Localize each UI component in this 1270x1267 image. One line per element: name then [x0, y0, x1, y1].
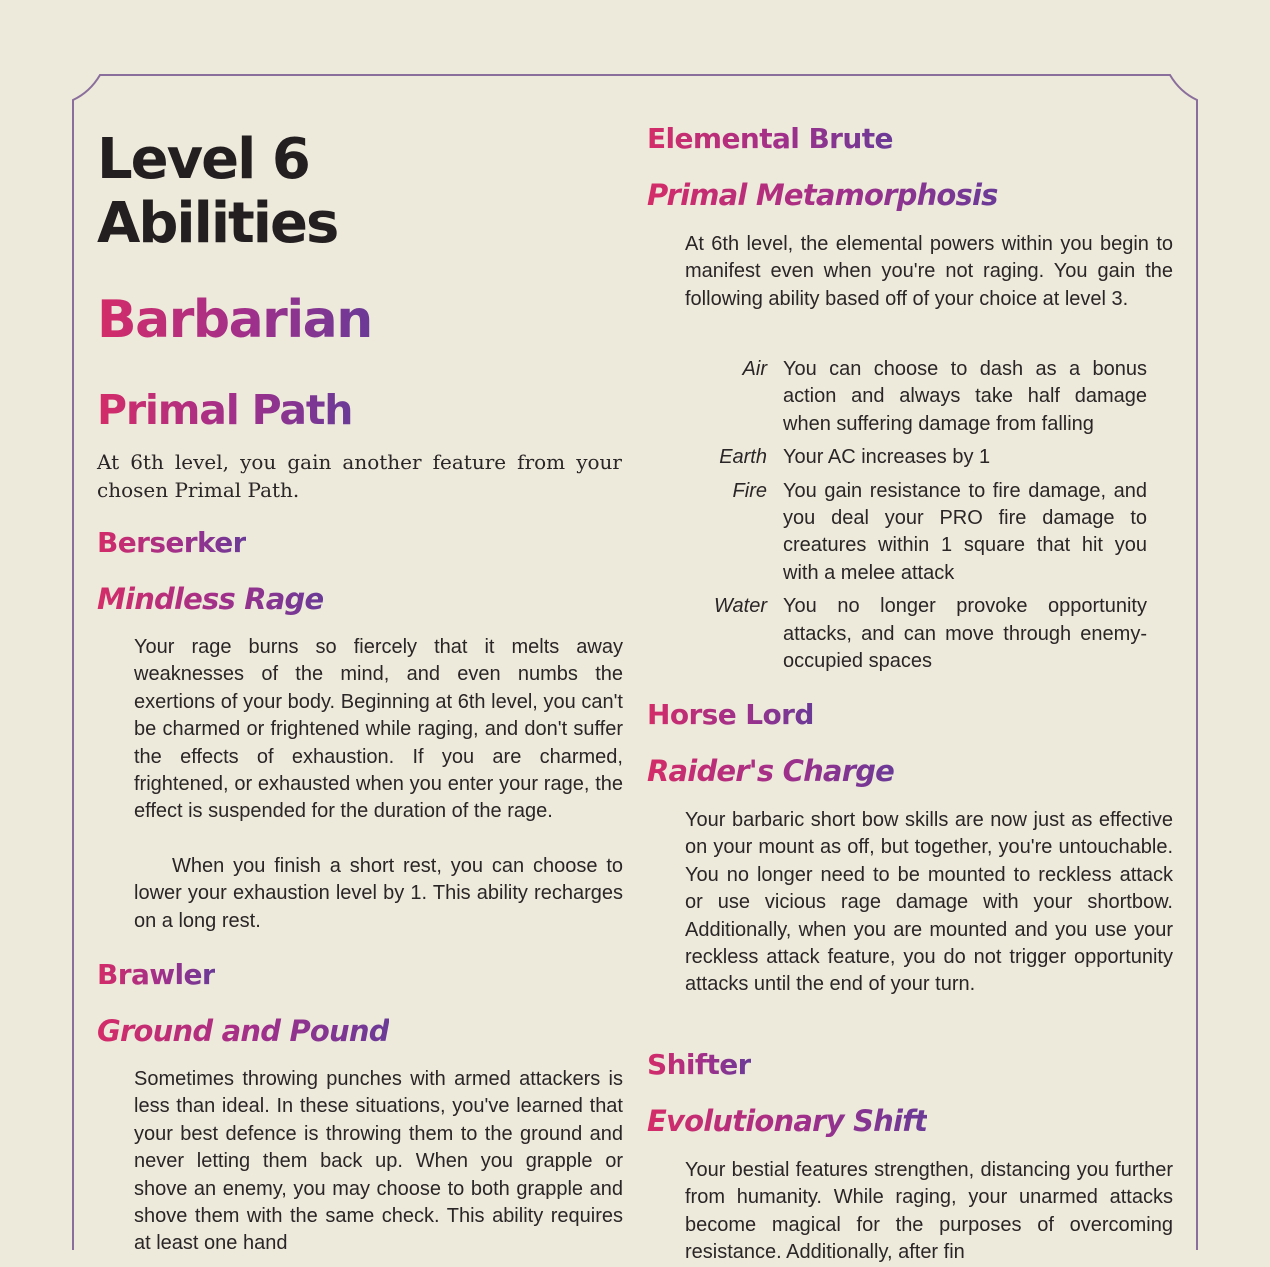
ground-and-pound-heading: Ground and Pound [97, 1014, 389, 1048]
element-row-fire [697, 478, 1147, 588]
shifter-heading: Shifter [647, 1048, 751, 1081]
element-row-earth [697, 444, 1147, 471]
brawler-heading: Brawler [97, 958, 216, 991]
raiders-charge-heading: Raider's Charge [647, 754, 895, 788]
element-key: Water [714, 595, 767, 618]
elemental-brute-paragraph: At 6th level, the elemental powers within you begin to manifest even when you're not raging. You gain the following ability based off of your choice at level 3. [685, 233, 1173, 310]
berserker-heading: Berserker [97, 526, 246, 559]
brawler-paragraph-1: Sometimes throwing punches with armed attackers is less than ideal. In these situations, you've learned that your best defence is throwing them to the ground and never letting them back up. When you grapple or shove an enemy, you may choose to both grapple and shove them with the same check. This ability requires at least one hand [134, 1068, 623, 1255]
element-key: Fire [732, 479, 767, 502]
evolutionary-shift-heading: Evolutionary Shift [647, 1104, 928, 1138]
element-row-water [697, 593, 1147, 675]
element-table [697, 356, 1147, 681]
section-intro: At 6th level, you gain another feature from your chosen Primal Path. [97, 450, 622, 502]
berserker-paragraph-1: Your rage burns so fiercely that it melts away weaknesses of the mind, and even numbs the exertions of your body. Beginning at 6th level, you can't be charmed or frightened while raging, and don't suffer the effects of exhaustion. If you are charmed, frightened, or exhausted when you enter your rage, the effect is suspended for the duration of the rage. [134, 636, 623, 823]
horse-lord-paragraph: Your barbaric short bow skills are now just as effective on your mount as off, but together, you're untouchable. You no longer need to be mounted to reckless attack or use vicious rage damage with your shortbow. Additionally, when you are mounted and you use your reckless attack feature, you do not trigger opportunity attacks until the end of your turn. [685, 809, 1173, 996]
class-title: Barbarian [97, 287, 372, 353]
element-text: Your AC increases by 1 [783, 446, 991, 469]
element-text: You can choose to dash as a bonus action and always take half damage when suffering damage from falling [783, 358, 1147, 435]
element-key: Earth [719, 446, 767, 469]
element-text: You no longer provoke opportunity attacks, and can move through enemy-occupied spaces [783, 595, 1147, 673]
element-row-air [697, 356, 1147, 438]
elemental-brute-heading: Elemental Brute [647, 122, 893, 155]
section-title: Primal Path [97, 386, 353, 434]
horse-lord-heading: Horse Lord [647, 698, 814, 731]
page-title: Level 6 Abilities [97, 127, 338, 256]
element-text: You gain resistance to fire damage, and you deal your PRO fire damage to creatures within 1 square that hit you with a melee attack [783, 479, 1147, 584]
primal-metamorphosis-heading: Primal Metamorphosis [647, 178, 998, 212]
shifter-paragraph: Your bestial features strengthen, distancing you further from humanity. While raging, your unarmed attacks become magical for the purposes of overcoming resistance. Additionally, after fin [685, 1159, 1173, 1264]
element-key: Air [742, 358, 767, 380]
berserker-paragraph-2: When you finish a short rest, you can choose to lower your exhaustion level by 1. This ability recharges on a long rest. [134, 855, 623, 932]
mindless-rage-heading: Mindless Rage [97, 582, 324, 616]
